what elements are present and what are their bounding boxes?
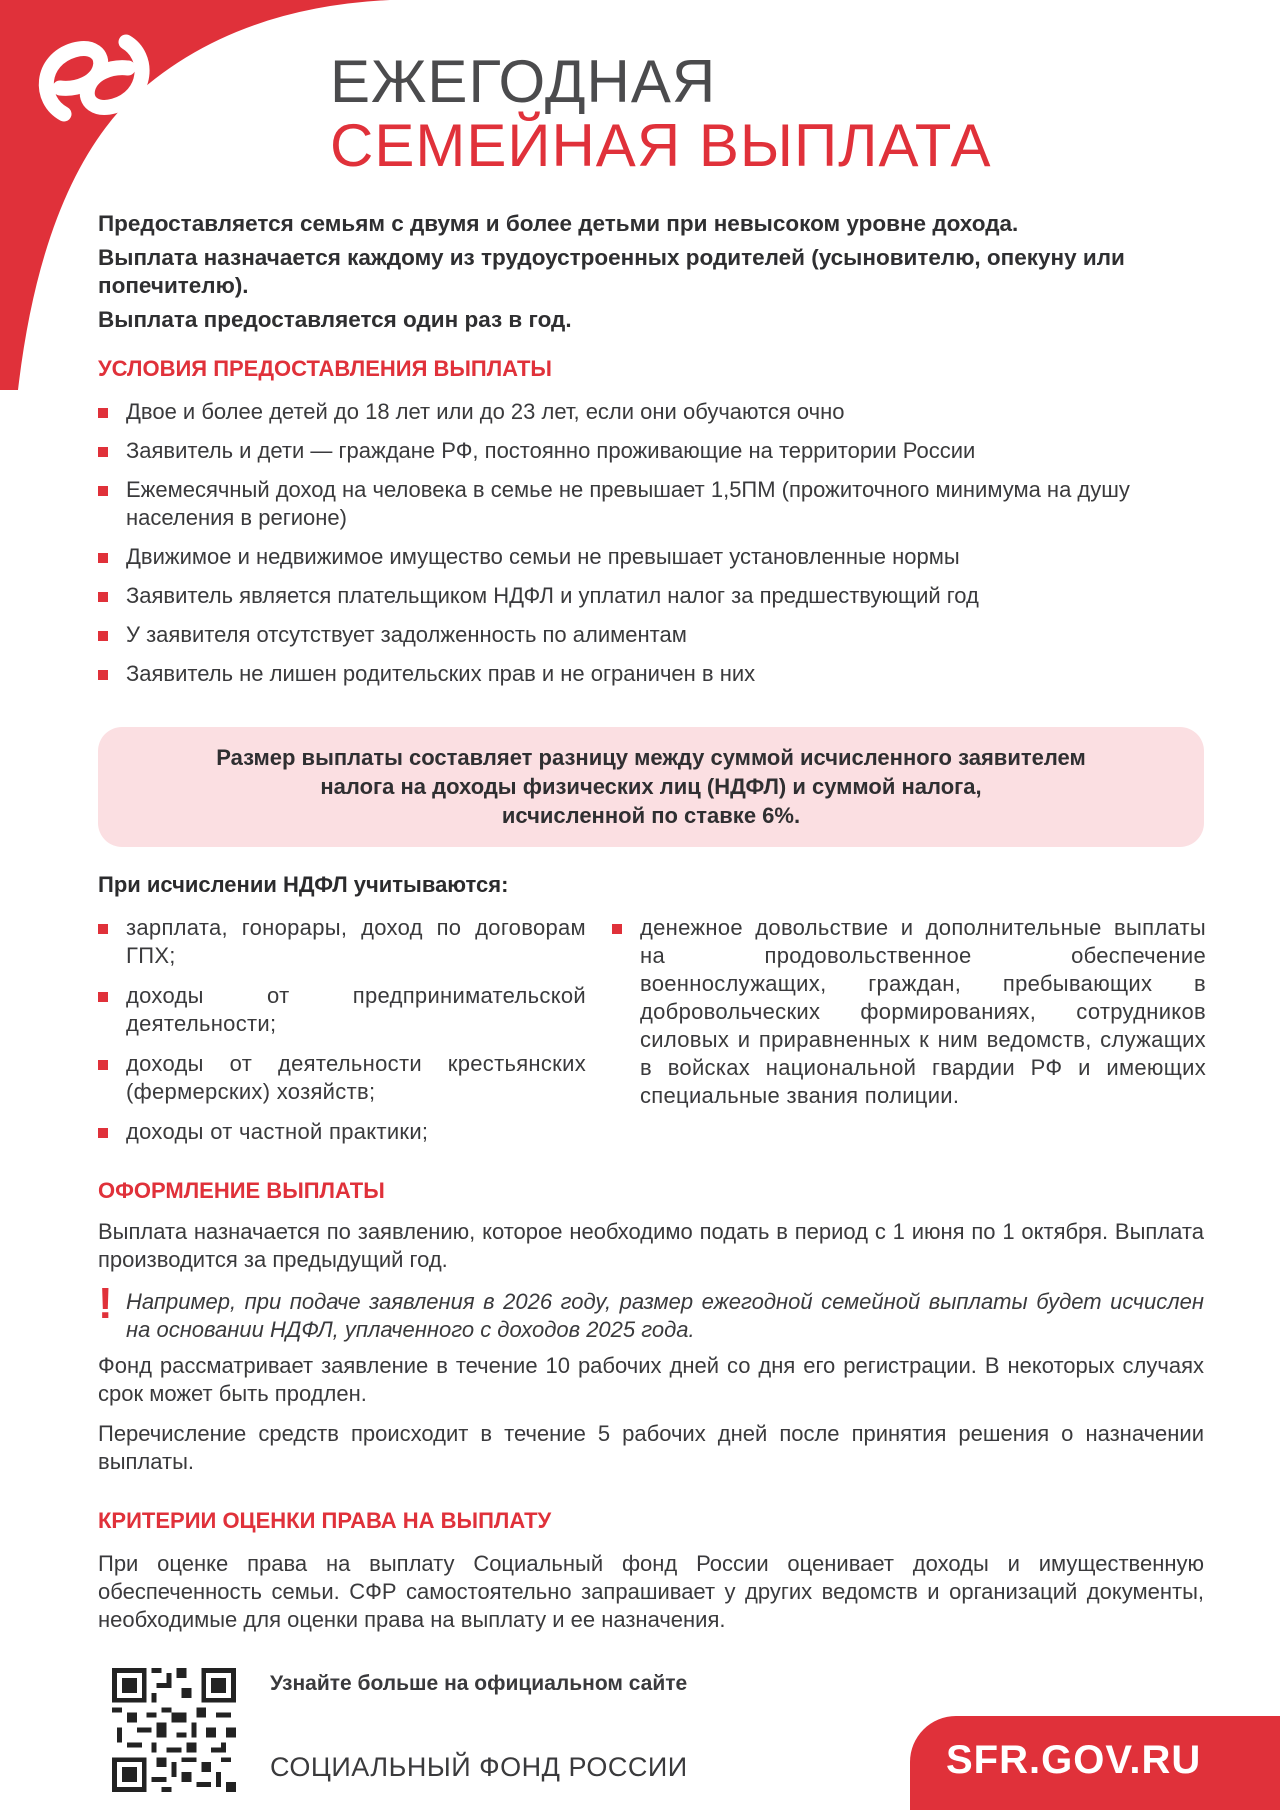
income-list-right: [612, 914, 1206, 1122]
website-badge: [910, 1716, 1280, 1810]
list-item-text: Заявитель является плательщиком НДФЛ и уплатил налог за предшествующий год: [126, 583, 979, 608]
bullet-square-icon: [98, 447, 108, 457]
organization-name: СОЦИАЛЬНЫЙ ФОНД РОССИИ: [270, 1752, 688, 1782]
bullet-square-icon: [612, 924, 622, 934]
list-item: [98, 476, 1206, 532]
amount-line: исчисленной по ставке 6%.: [501, 803, 801, 828]
review-period-text: Фонд рассматривает заявление в течение 10 рабочих дней со дня его регистрации. В некоторых случаях срок может быть продлен.: [98, 1353, 1204, 1406]
list-item-text: Двое и более детей до 18 лет или до 23 лет, если они обучаются очно: [126, 399, 845, 424]
exclamation-icon: !: [98, 1279, 113, 1328]
intro-line: Выплата предоставляется один раз в год.: [98, 307, 572, 332]
learn-more-text: Узнайте больше на официальном сайте: [270, 1672, 688, 1695]
amount-line: налога на доходы физических лиц (НДФЛ) и суммой налога,: [320, 774, 982, 799]
list-item: [98, 1050, 586, 1106]
list-item-text: доходы от частной практики;: [126, 1119, 429, 1144]
list-item-text: Движимое и недвижимое имущество семьи не превышает установленные нормы: [126, 544, 960, 569]
list-item-text: зарплата, гонорары, доход по договорам ГПХ;: [126, 915, 586, 968]
bullet-square-icon: [98, 408, 108, 418]
list-item: [98, 1118, 586, 1146]
intro-block: [98, 210, 1206, 340]
website-link[interactable]: SFR.GOV.RU: [946, 1738, 1202, 1782]
bullet-square-icon: [98, 592, 108, 602]
list-item-text: денежное довольствие и дополнительные выплаты на продовольственное обеспечение военнослужащих, граждан, пребывающих в добровольческих формированиях, сотрудников силовых и приравненных к ним ведомств, служащих в войсках национальной гвардии РФ и имеющих специальные звания полиции.: [640, 915, 1206, 1108]
list-item-text: Заявитель не лишен родительских прав и не ограничен в них: [126, 661, 756, 686]
intro-line: Предоставляется семьям с двумя и более детьми при невысоком уровне дохода.: [98, 211, 1019, 236]
bullet-square-icon: [98, 486, 108, 496]
income-list-left: [98, 914, 586, 1158]
criteria-heading: КРИТЕРИИ ОЦЕНКИ ПРАВА НА ВЫПЛАТУ: [98, 1508, 552, 1533]
list-item: [98, 437, 1206, 465]
bullet-square-icon: [98, 924, 108, 934]
list-item: [98, 621, 1206, 649]
list-item: [612, 914, 1206, 1110]
list-item: [98, 660, 1206, 688]
sfr-logo-icon: [34, 28, 152, 128]
list-item-text: У заявителя отсутствует задолженность по алиментам: [126, 622, 687, 647]
intro-line: Выплата назначается каждому из трудоустроенных родителей (усыновителю, опекуну или попечителю).: [98, 245, 1125, 298]
criteria-text: При оценке права на выплату Социальный фонд России оценивает доходы и имущественную обеспеченность семьи. СФР самостоятельно запрашивает у других ведомств и организаций документы, необходимые для оценки права на выплату и ее назначения.: [98, 1551, 1204, 1632]
title-line-1: ЕЖЕГОДНАЯ: [330, 48, 717, 115]
transfer-period-text: Перечисление средств происходит в течение 5 рабочих дней после принятия решения о назначении выплаты.: [98, 1421, 1204, 1474]
page-title: [330, 48, 992, 179]
conditions-heading: УСЛОВИЯ ПРЕДОСТАВЛЕНИЯ ВЫПЛАТЫ: [98, 356, 552, 381]
bullet-square-icon: [98, 553, 108, 563]
list-item-text: Заявитель и дети — граждане РФ, постоянно проживающие на территории России: [126, 438, 976, 463]
list-item-text: Ежемесячный доход на человека в семье не превышает 1,5ПМ (прожиточного минимума на душу населения в регионе): [126, 477, 1130, 530]
conditions-list: [98, 398, 1206, 699]
bullet-square-icon: [98, 992, 108, 1002]
amount-line: Размер выплаты составляет разницу между суммой исчисленного заявителем: [216, 745, 1086, 770]
list-item: [98, 982, 586, 1038]
title-line-2: СЕМЕЙНАЯ ВЫПЛАТА: [330, 112, 992, 179]
registration-text: Выплата назначается по заявлению, которое необходимо подать в период с 1 июня по 1 октября. Выплата производится за предыдущий год.: [98, 1219, 1204, 1272]
list-item-text: доходы от предпринимательской деятельности;: [126, 983, 586, 1036]
qr-code-icon: [112, 1668, 236, 1792]
example-note: [98, 1279, 1204, 1344]
bullet-square-icon: [98, 670, 108, 680]
list-item: [98, 543, 1206, 571]
example-note-text: Например, при подаче заявления в 2026 году, размер ежегодной семейной выплаты будет исчислен на основании НДФЛ, уплаченного с доходов 2025 года.: [126, 1289, 1204, 1342]
bullet-square-icon: [98, 1060, 108, 1070]
amount-box: [98, 727, 1204, 847]
bullet-square-icon: [98, 1128, 108, 1138]
list-item-text: доходы от деятельности крестьянских (фермерских) хозяйств;: [126, 1051, 586, 1104]
list-item: [98, 582, 1206, 610]
bullet-square-icon: [98, 631, 108, 641]
registration-heading: ОФОРМЛЕНИЕ ВЫПЛАТЫ: [98, 1178, 385, 1203]
list-item: [98, 398, 1206, 426]
list-item: [98, 914, 586, 970]
income-heading: При исчислении НДФЛ учитываются:: [98, 872, 509, 897]
